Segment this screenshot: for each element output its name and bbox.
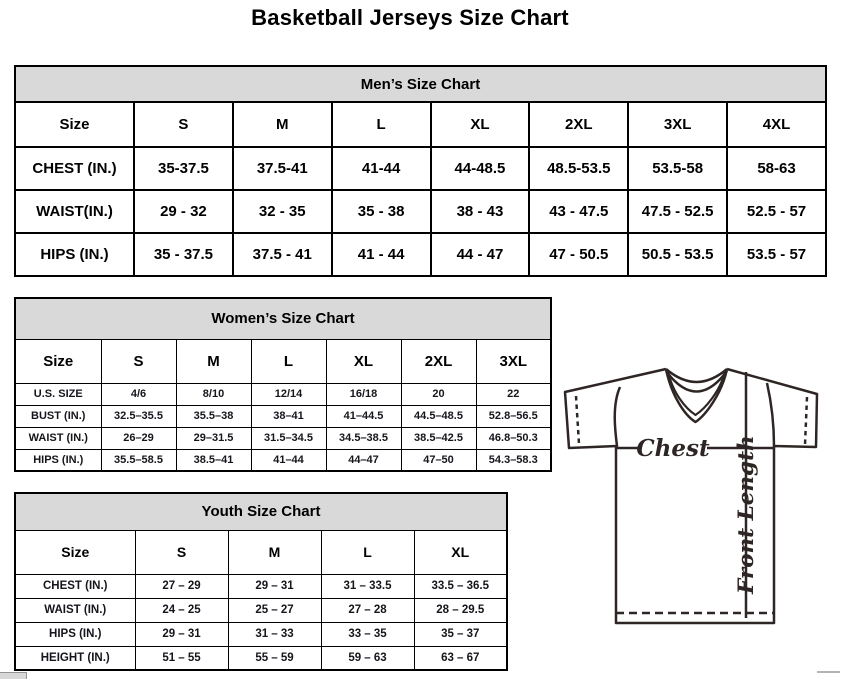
sleeve-dash-left <box>576 396 579 444</box>
women-size-header-cell: S <box>101 339 176 383</box>
women-value-cell: 29–31.5 <box>176 427 251 449</box>
women-value-cell: 47–50 <box>401 449 476 471</box>
men-size-header-cell: M <box>233 102 332 147</box>
women-table-row <box>15 427 551 449</box>
men-size-header-cell: 4XL <box>727 102 826 147</box>
women-value-cell: 22 <box>476 383 551 405</box>
men-value-cell: 50.5 - 53.5 <box>628 233 727 276</box>
men-size-header-cell: 3XL <box>628 102 727 147</box>
women-value-cell: 52.8–56.5 <box>476 405 551 427</box>
women-size-table <box>14 297 552 472</box>
youth-value-cell: 33 – 35 <box>321 622 414 646</box>
women-value-cell: 38.5–42.5 <box>401 427 476 449</box>
men-value-cell: 53.5-58 <box>628 147 727 190</box>
men-value-cell: 41-44 <box>332 147 431 190</box>
men-value-cell: 58-63 <box>727 147 826 190</box>
youth-value-cell: 29 – 31 <box>135 622 228 646</box>
youth-table-title: Youth Size Chart <box>15 493 507 530</box>
men-value-cell: 35-37.5 <box>134 147 233 190</box>
women-table-row <box>15 405 551 427</box>
women-value-cell: 44–47 <box>326 449 401 471</box>
men-value-cell: 35 - 37.5 <box>134 233 233 276</box>
women-table-title: Women’s Size Chart <box>15 298 551 339</box>
collar-inner-v <box>668 372 725 415</box>
women-table-row <box>15 449 551 471</box>
youth-value-cell: 59 – 63 <box>321 646 414 670</box>
men-table-row <box>15 190 826 233</box>
women-value-cell: 32.5–35.5 <box>101 405 176 427</box>
youth-value-cell: 31 – 33 <box>228 622 321 646</box>
men-row-label: HIPS (IN.) <box>15 233 134 276</box>
youth-row-label: WAIST (IN.) <box>15 598 135 622</box>
women-value-cell: 35.5–38 <box>176 405 251 427</box>
jersey-outline <box>565 369 817 623</box>
men-value-cell: 29 - 32 <box>134 190 233 233</box>
women-value-cell: 12/14 <box>251 383 326 405</box>
youth-size-header-cell: XL <box>414 530 507 574</box>
youth-table-row <box>15 646 507 670</box>
women-row-label: HIPS (IN.) <box>15 449 101 471</box>
women-table-row <box>15 383 551 405</box>
page-corner-artifact-right <box>817 671 840 673</box>
youth-value-cell: 31 – 33.5 <box>321 574 414 598</box>
women-value-cell: 38–41 <box>251 405 326 427</box>
men-size-header-cell: Size <box>15 102 134 147</box>
men-value-cell: 37.5 - 41 <box>233 233 332 276</box>
youth-table-row <box>15 622 507 646</box>
women-value-cell: 46.8–50.3 <box>476 427 551 449</box>
youth-row-label: HIPS (IN.) <box>15 622 135 646</box>
youth-size-header-cell: S <box>135 530 228 574</box>
armhole-seam-left <box>615 387 620 446</box>
youth-table-row <box>15 598 507 622</box>
youth-value-cell: 33.5 – 36.5 <box>414 574 507 598</box>
men-value-cell: 47 - 50.5 <box>529 233 628 276</box>
youth-size-header-cell: Size <box>15 530 135 574</box>
youth-value-cell: 29 – 31 <box>228 574 321 598</box>
front-length-label: Front Length <box>734 435 759 594</box>
women-row-label: WAIST (IN.) <box>15 427 101 449</box>
men-value-cell: 43 - 47.5 <box>529 190 628 233</box>
men-size-table <box>14 65 827 277</box>
youth-size-header-cell: M <box>228 530 321 574</box>
youth-table-row <box>15 574 507 598</box>
men-size-header-cell: L <box>332 102 431 147</box>
women-size-header-cell: M <box>176 339 251 383</box>
sleeve-dash-right <box>805 397 807 445</box>
men-value-cell: 37.5-41 <box>233 147 332 190</box>
women-value-cell: 16/18 <box>326 383 401 405</box>
men-size-header-cell: XL <box>431 102 530 147</box>
women-value-cell: 31.5–34.5 <box>251 427 326 449</box>
women-value-cell: 38.5–41 <box>176 449 251 471</box>
chest-label: Chest <box>636 435 710 462</box>
women-value-cell: 44.5–48.5 <box>401 405 476 427</box>
women-value-cell: 41–44.5 <box>326 405 401 427</box>
women-value-cell: 54.3–58.3 <box>476 449 551 471</box>
youth-row-label: CHEST (IN.) <box>15 574 135 598</box>
youth-value-cell: 63 – 67 <box>414 646 507 670</box>
men-size-header-cell: S <box>134 102 233 147</box>
women-value-cell: 41–44 <box>251 449 326 471</box>
women-row-label: U.S. SIZE <box>15 383 101 405</box>
women-value-cell: 4/6 <box>101 383 176 405</box>
men-table-row <box>15 147 826 190</box>
women-size-header-cell: 2XL <box>401 339 476 383</box>
youth-value-cell: 35 – 37 <box>414 622 507 646</box>
women-value-cell: 26–29 <box>101 427 176 449</box>
page-title: Basketball Jerseys Size Chart <box>251 5 569 30</box>
youth-size-header-cell: L <box>321 530 414 574</box>
armhole-seam-right <box>767 383 774 446</box>
youth-value-cell: 51 – 55 <box>135 646 228 670</box>
youth-value-cell: 27 – 28 <box>321 598 414 622</box>
men-value-cell: 44 - 47 <box>431 233 530 276</box>
women-value-cell: 20 <box>401 383 476 405</box>
youth-value-cell: 27 – 29 <box>135 574 228 598</box>
women-value-cell: 35.5–58.5 <box>101 449 176 471</box>
women-row-label: BUST (IN.) <box>15 405 101 427</box>
men-value-cell: 44-48.5 <box>431 147 530 190</box>
women-size-header-cell: XL <box>326 339 401 383</box>
men-table-title: Men’s Size Chart <box>15 66 826 102</box>
men-table-row <box>15 233 826 276</box>
women-value-cell: 8/10 <box>176 383 251 405</box>
men-value-cell: 52.5 - 57 <box>727 190 826 233</box>
men-value-cell: 38 - 43 <box>431 190 530 233</box>
women-size-header-cell: 3XL <box>476 339 551 383</box>
men-value-cell: 32 - 35 <box>233 190 332 233</box>
men-row-label: WAIST(IN.) <box>15 190 134 233</box>
women-value-cell: 34.5–38.5 <box>326 427 401 449</box>
youth-value-cell: 25 – 27 <box>228 598 321 622</box>
youth-row-label: HEIGHT (IN.) <box>15 646 135 670</box>
youth-value-cell: 55 – 59 <box>228 646 321 670</box>
men-size-header-cell: 2XL <box>529 102 628 147</box>
youth-size-table <box>14 492 508 671</box>
men-value-cell: 35 - 38 <box>332 190 431 233</box>
page-corner-artifact-left <box>0 672 27 679</box>
men-value-cell: 48.5-53.5 <box>529 147 628 190</box>
women-size-header-cell: L <box>251 339 326 383</box>
youth-value-cell: 28 – 29.5 <box>414 598 507 622</box>
women-size-header-cell: Size <box>15 339 101 383</box>
men-row-label: CHEST (IN.) <box>15 147 134 190</box>
jersey-measurement-diagram <box>556 360 826 628</box>
men-value-cell: 41 - 44 <box>332 233 431 276</box>
youth-value-cell: 24 – 25 <box>135 598 228 622</box>
men-value-cell: 47.5 - 52.5 <box>628 190 727 233</box>
men-value-cell: 53.5 - 57 <box>727 233 826 276</box>
